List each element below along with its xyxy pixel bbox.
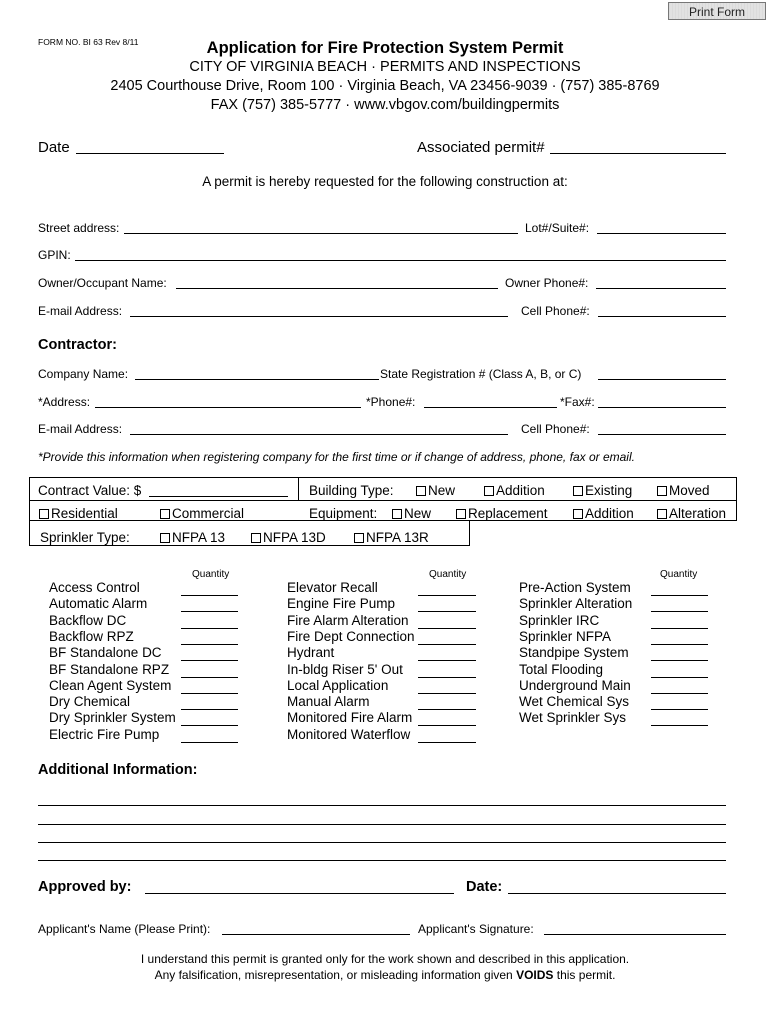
service-label-col1-2: Backflow DC bbox=[49, 612, 127, 628]
date-field[interactable] bbox=[76, 153, 224, 154]
nfpa13r-label: NFPA 13R bbox=[366, 530, 429, 545]
contractor-email-field[interactable] bbox=[130, 434, 508, 435]
equipment-new-label: New bbox=[404, 506, 432, 521]
contract-value-field[interactable] bbox=[149, 496, 288, 497]
additional-info-heading: Additional Information: bbox=[38, 762, 198, 778]
service-label-col3-7: Wet Chemical Sys bbox=[519, 694, 630, 710]
service-quantity-col2-8[interactable] bbox=[418, 725, 476, 726]
service-label-col3-2: Sprinkler IRC bbox=[519, 612, 600, 628]
service-quantity-col3-2[interactable] bbox=[651, 628, 708, 629]
contractor-phone-field[interactable] bbox=[424, 407, 557, 408]
footer-statement: I understand this permit is granted only for the work shown and described in this application. bbox=[140, 952, 630, 966]
owner-cell-label: Cell Phone#: bbox=[521, 304, 590, 318]
service-label-col3-8: Wet Sprinkler Sys bbox=[519, 710, 627, 726]
service-quantity-col2-7[interactable] bbox=[418, 709, 476, 710]
equipment-new-checkbox[interactable] bbox=[392, 509, 402, 519]
applicant-name-label: Applicant's Name (Please Print): bbox=[38, 922, 211, 936]
service-label-col2-9: Monitored Waterflow bbox=[287, 726, 411, 742]
service-label-col1-4: BF Standalone DC bbox=[49, 645, 162, 661]
lot-suite-field[interactable] bbox=[597, 233, 726, 234]
contractor-phone-label: *Phone#: bbox=[366, 395, 416, 409]
service-label-col1-1: Automatic Alarm bbox=[49, 596, 148, 612]
agency-address: 2405 Courthouse Drive, Room 100 · Virginia Beach, VA 23456-9039 · (757) 385-8769 bbox=[110, 78, 660, 94]
street-address-field[interactable] bbox=[124, 233, 518, 234]
commercial-label: Commercial bbox=[172, 506, 245, 521]
service-label-col3-1: Sprinkler Alteration bbox=[519, 596, 633, 612]
additional-info-line-2[interactable] bbox=[38, 824, 726, 825]
nfpa13d-checkbox[interactable] bbox=[251, 533, 261, 543]
gpin-field[interactable] bbox=[75, 260, 726, 261]
service-quantity-col3-7[interactable] bbox=[651, 709, 708, 710]
building-type-existing[interactable] bbox=[573, 483, 632, 498]
equipment-alteration[interactable] bbox=[657, 506, 726, 521]
contractor-email-label: E-mail Address: bbox=[38, 422, 123, 436]
building-type-new[interactable] bbox=[416, 483, 455, 498]
footer-voids: VOIDS bbox=[516, 968, 554, 982]
additional-info-line-3[interactable] bbox=[38, 842, 726, 843]
equipment-replacement-checkbox[interactable] bbox=[456, 509, 466, 519]
service-quantity-col2-1[interactable] bbox=[418, 611, 476, 612]
equipment-new[interactable] bbox=[392, 506, 431, 521]
building-type-label: Building Type: bbox=[309, 483, 394, 498]
residential-label: Residential bbox=[51, 506, 118, 521]
residential-checkbox[interactable] bbox=[39, 509, 49, 519]
state-registration-field[interactable] bbox=[598, 379, 726, 380]
equipment-label: Equipment: bbox=[309, 506, 378, 521]
service-quantity-col1-6[interactable] bbox=[181, 693, 238, 694]
commercial-checkbox[interactable] bbox=[160, 509, 170, 519]
service-label-col2-4: Hydrant bbox=[287, 645, 335, 661]
equipment-addition-label: Addition bbox=[585, 506, 634, 521]
service-quantity-col1-2[interactable] bbox=[181, 628, 238, 629]
service-label-col2-5: In-bldg Riser 5' Out bbox=[287, 661, 403, 677]
owner-email-field[interactable] bbox=[130, 316, 508, 317]
building-type-moved-label: Moved bbox=[669, 483, 710, 498]
building-type-addition[interactable] bbox=[484, 483, 545, 498]
service-label-col1-8: Dry Sprinkler System bbox=[49, 710, 176, 726]
service-quantity-col1-5[interactable] bbox=[181, 677, 238, 678]
owner-name-label: Owner/Occupant Name: bbox=[38, 276, 167, 290]
service-quantity-col1-1[interactable] bbox=[181, 611, 238, 612]
owner-phone-field[interactable] bbox=[596, 288, 726, 289]
service-label-col1-7: Dry Chemical bbox=[49, 694, 131, 710]
approval-date-field[interactable] bbox=[508, 893, 726, 894]
service-quantity-col1-9[interactable] bbox=[181, 742, 238, 743]
footer-warning bbox=[0, 968, 770, 982]
contract-box-divider bbox=[298, 478, 299, 500]
service-quantity-col3-6[interactable] bbox=[651, 693, 708, 694]
footer-warning-end: this permit. bbox=[553, 968, 616, 982]
equipment-addition-checkbox[interactable] bbox=[573, 509, 583, 519]
contract-value-label: Contract Value: $ bbox=[38, 483, 142, 498]
request-text: A permit is hereby requested for the following construction at: bbox=[202, 174, 568, 189]
sprinkler-nfpa13r[interactable] bbox=[354, 530, 429, 545]
building-type-moved-checkbox[interactable] bbox=[657, 486, 667, 496]
building-type-addition-checkbox[interactable] bbox=[484, 486, 494, 496]
building-type-existing-label: Existing bbox=[585, 483, 633, 498]
agency-fax-web: FAX (757) 385-5777 · www.vbgov.com/buildingpermits bbox=[210, 97, 560, 113]
approved-by-label: Approved by: bbox=[38, 879, 132, 895]
service-quantity-col3-4[interactable] bbox=[651, 660, 708, 661]
contractor-note: *Provide this information when registering company for the first time or if change of address, phone, fax or email. bbox=[38, 450, 635, 464]
service-quantity-col2-3[interactable] bbox=[418, 644, 476, 645]
owner-name-field[interactable] bbox=[176, 288, 498, 289]
form-number: FORM NO. BI 63 Rev 8/11 bbox=[38, 37, 139, 47]
service-label-col2-8: Monitored Fire Alarm bbox=[287, 710, 413, 726]
additional-info-line-4[interactable] bbox=[38, 860, 726, 861]
service-label-col1-3: Backflow RPZ bbox=[49, 628, 134, 644]
print-form-button[interactable]: Print Form bbox=[668, 2, 766, 20]
applicant-signature-label: Applicant's Signature: bbox=[418, 922, 534, 936]
contractor-cell-label: Cell Phone#: bbox=[521, 422, 590, 436]
contractor-fax-field[interactable] bbox=[598, 407, 726, 408]
state-registration-label: State Registration # (Class A, B, or C) bbox=[380, 367, 582, 381]
service-label-col1-5: BF Standalone RPZ bbox=[49, 661, 170, 677]
nfpa13r-checkbox[interactable] bbox=[354, 533, 364, 543]
service-quantity-col1-0[interactable] bbox=[181, 595, 238, 596]
service-label-col2-0: Elevator Recall bbox=[287, 580, 378, 595]
service-label-col1-0: Access Control bbox=[49, 580, 140, 595]
sprinkler-type-label: Sprinkler Type: bbox=[40, 530, 130, 545]
applicant-signature-field[interactable] bbox=[544, 934, 726, 935]
building-type-existing-checkbox[interactable] bbox=[573, 486, 583, 496]
service-label-col3-3: Sprinkler NFPA bbox=[519, 628, 612, 644]
contractor-heading: Contractor: bbox=[38, 337, 117, 353]
service-quantity-col1-3[interactable] bbox=[181, 644, 238, 645]
service-quantity-col1-4[interactable] bbox=[181, 660, 238, 661]
associated-permit-label: Associated permit# bbox=[417, 139, 545, 156]
service-label-col3-5: Total Flooding bbox=[519, 661, 604, 677]
service-label-col3-6: Underground Main bbox=[519, 677, 631, 693]
service-quantity-col1-7[interactable] bbox=[181, 709, 238, 710]
equipment-replacement[interactable] bbox=[456, 506, 548, 521]
additional-info-line-1[interactable] bbox=[38, 805, 726, 806]
equipment-alteration-label: Alteration bbox=[669, 506, 727, 521]
service-quantity-col3-8[interactable] bbox=[651, 725, 708, 726]
building-type-new-label: New bbox=[428, 483, 456, 498]
contract-box-row-divider bbox=[30, 500, 736, 501]
lot-suite-label: Lot#/Suite#: bbox=[525, 221, 590, 235]
agency-line: CITY OF VIRGINIA BEACH · PERMITS AND INSPECTIONS bbox=[189, 59, 581, 75]
building-type-addition-label: Addition bbox=[496, 483, 545, 498]
service-quantity-col1-8[interactable] bbox=[181, 725, 238, 726]
use-commercial[interactable] bbox=[160, 506, 244, 521]
footer-warning-text: Any falsification, misrepresentation, or misleading information given bbox=[154, 968, 517, 982]
service-label-col2-2: Fire Alarm Alteration bbox=[287, 612, 409, 628]
equipment-replacement-label: Replacement bbox=[468, 506, 548, 521]
quantity-header-col1: Quantity bbox=[192, 569, 230, 580]
contractor-cell-field[interactable] bbox=[598, 434, 726, 435]
service-label-col1-6: Clean Agent System bbox=[49, 677, 172, 693]
associated-permit-field[interactable] bbox=[550, 153, 726, 154]
quantity-header-col3: Quantity bbox=[660, 569, 698, 580]
sprinkler-nfpa13[interactable] bbox=[160, 530, 225, 545]
service-quantity-col2-9[interactable] bbox=[418, 742, 476, 743]
company-name-field[interactable] bbox=[135, 379, 379, 380]
service-quantity-col2-5[interactable] bbox=[418, 677, 476, 678]
use-residential[interactable] bbox=[39, 506, 118, 521]
service-quantity-col3-5[interactable] bbox=[651, 677, 708, 678]
form-title: Application for Fire Protection System Permit bbox=[206, 39, 564, 57]
service-label-col2-6: Local Application bbox=[287, 677, 389, 693]
equipment-alteration-checkbox[interactable] bbox=[657, 509, 667, 519]
service-quantity-col3-3[interactable] bbox=[651, 644, 708, 645]
owner-email-label: E-mail Address: bbox=[38, 304, 123, 318]
contractor-address-field[interactable] bbox=[95, 407, 361, 408]
approval-date-label: Date: bbox=[466, 879, 503, 895]
approved-by-field[interactable] bbox=[145, 893, 454, 894]
nfpa13-label: NFPA 13 bbox=[172, 530, 226, 545]
company-name-label: Company Name: bbox=[38, 367, 129, 381]
service-quantity-col2-6[interactable] bbox=[418, 693, 476, 694]
equipment-addition[interactable] bbox=[573, 506, 634, 521]
service-quantity-col2-4[interactable] bbox=[418, 660, 476, 661]
service-label-col3-0: Pre-Action System bbox=[519, 580, 631, 595]
owner-phone-label: Owner Phone#: bbox=[505, 276, 589, 290]
nfpa13d-label: NFPA 13D bbox=[263, 530, 326, 545]
applicant-name-field[interactable] bbox=[222, 934, 410, 935]
street-address-label: Street address: bbox=[38, 221, 120, 235]
service-quantity-col3-0[interactable] bbox=[651, 595, 708, 596]
building-type-moved[interactable] bbox=[657, 483, 710, 498]
quantity-header-col2: Quantity bbox=[429, 569, 467, 580]
service-quantity-col2-0[interactable] bbox=[418, 595, 476, 596]
contractor-address-label: *Address: bbox=[38, 395, 91, 409]
service-label-col3-4: Standpipe System bbox=[519, 645, 629, 661]
date-label: Date bbox=[38, 139, 70, 156]
service-label-col2-3: Fire Dept Connection bbox=[287, 628, 415, 644]
nfpa13-checkbox[interactable] bbox=[160, 533, 170, 543]
owner-cell-field[interactable] bbox=[598, 316, 726, 317]
sprinkler-nfpa13d[interactable] bbox=[251, 530, 326, 545]
service-label-col1-9: Electric Fire Pump bbox=[49, 726, 160, 742]
contractor-fax-label: *Fax#: bbox=[560, 395, 595, 409]
gpin-label: GPIN: bbox=[38, 248, 71, 262]
service-quantity-col3-1[interactable] bbox=[651, 611, 708, 612]
building-type-new-checkbox[interactable] bbox=[416, 486, 426, 496]
service-label-col2-7: Manual Alarm bbox=[287, 694, 370, 710]
service-label-col2-1: Engine Fire Pump bbox=[287, 596, 396, 612]
service-quantity-col2-2[interactable] bbox=[418, 628, 476, 629]
